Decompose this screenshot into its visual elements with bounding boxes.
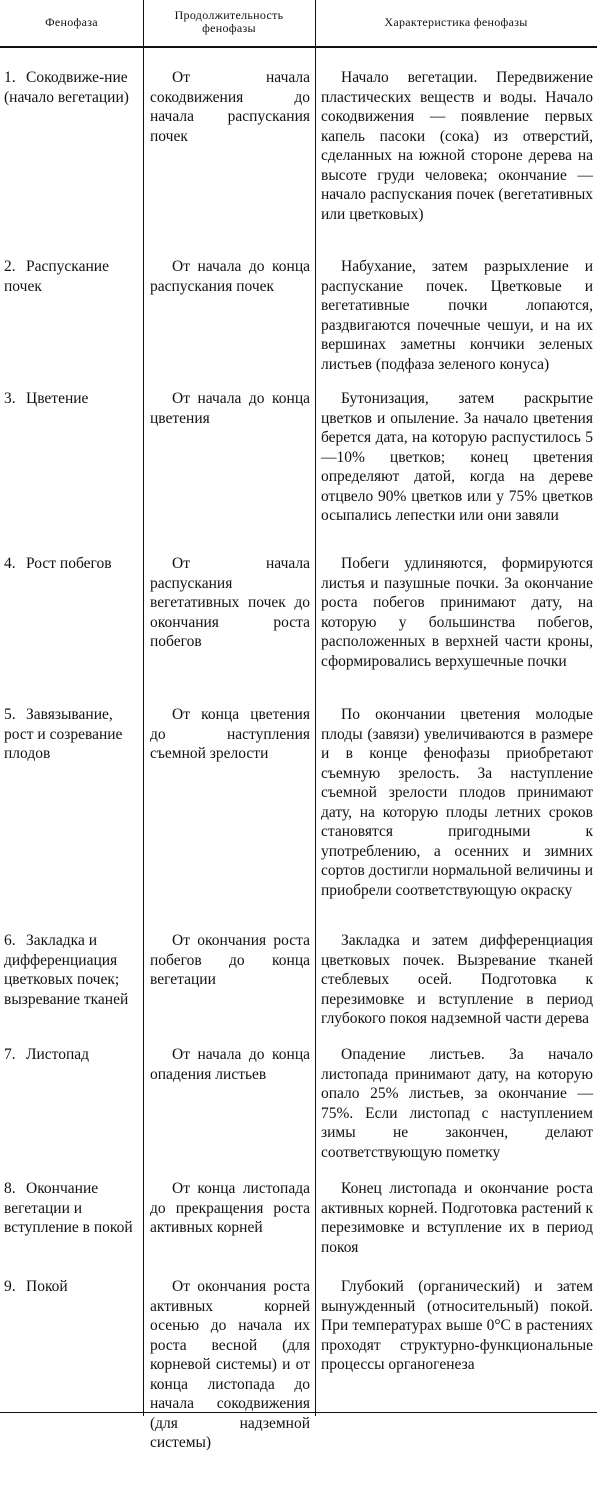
table-header <box>0 0 597 46</box>
description-text: По окончании цветения молодые плоды (завязи) увеличиваются в размере и в конце фенофазы приобретают съемную зрелость. За наступление съемной зрелости плодов принимают дату, на которую плоды летних сроков становятся пригодными к употреблению, а осенних и зимних сортов достигли нормальной величины и приобрели соответствующую окраску <box>321 706 593 899</box>
duration-cell <box>150 705 310 764</box>
description-cell <box>321 705 593 900</box>
header-description-label: Характеристика фенофазы <box>384 14 528 29</box>
duration-cell <box>150 554 310 652</box>
phase-name: Завязывание, рост и созревание плодов <box>4 706 123 762</box>
description-text: Набухание, затем разрыхление и распускание почек. Цветковые и вегетативные почки лопаются, раздвигаются почечные чешуи, и на их вершинах заметны кончики зеленых листьев (подфаза зеленого конуса) <box>321 258 593 373</box>
description-cell <box>321 1277 593 1375</box>
duration-cell <box>150 257 310 296</box>
duration-cell <box>150 68 310 146</box>
header-duration-label: Продолжительность фенофазы <box>174 8 284 35</box>
table-body <box>0 68 597 1507</box>
header-description <box>315 0 597 44</box>
table-row <box>0 257 597 389</box>
row-number: 4. <box>4 555 16 572</box>
description-cell <box>321 931 593 1029</box>
phase-cell <box>4 389 140 409</box>
row-number: 7. <box>4 1046 16 1063</box>
row-number: 2. <box>4 258 16 275</box>
header-divider <box>0 46 597 48</box>
duration-text: От начала сокодвижения до начала распускания почек <box>150 69 310 145</box>
duration-text: От окончания роста активных корней осенью до начала их роста весной (для корневой системы) и от конца листопада до начала сокодвижения (для надземной системы) <box>150 1278 310 1451</box>
header-phase-label: Фенофаза <box>45 14 98 29</box>
description-text: Побеги удлиняются, формируются листья и пазушные почки. За окончание роста побегов принимают дату, на которую у большинства побегов, расположенных в верхней части кроны, сформировались верхушечные почки <box>321 555 593 670</box>
phase-name: Распускание почек <box>4 258 109 295</box>
description-text: Опадение листьев. За начало листопада принимают дату, на которую опало 25% листьев, за окончание — 75%. Если листопад с наступлением зимы не закончен, делают соответствующую пометку <box>321 1046 593 1161</box>
description-cell <box>321 68 593 224</box>
duration-text: От конца листопада до прекращения роста активных корней <box>150 1180 310 1236</box>
description-cell <box>321 1179 593 1257</box>
description-text: Бутонизация, затем раскрытие цветков и опыление. За начало цветения берется дата, на которую распустилось 5—10% цветков; конец цветения определяют датой, когда на дереве отцвело 90% цветков или у 75% цветков осыпались лепестки или они завяли <box>321 390 593 524</box>
phase-cell <box>4 68 140 107</box>
table-row <box>0 1277 597 1507</box>
duration-text: От начала до конца распускания почек <box>150 258 310 295</box>
phase-cell <box>4 1045 140 1065</box>
row-number: 1. <box>4 69 16 86</box>
row-number: 5. <box>4 706 16 723</box>
phase-cell <box>4 1179 140 1238</box>
description-cell <box>321 1045 593 1162</box>
duration-text: От начала распускания вегетативных почек до окончания роста побегов <box>150 555 310 650</box>
description-text: Глубокий (органический) и затем вынужденный (относительный) покой. При температурах выше 0°С в растениях проходят структурно-функциональные процессы органогенеза <box>321 1278 593 1373</box>
duration-text: От окончания роста побегов до конца вегетации <box>150 932 310 988</box>
duration-cell <box>150 1277 310 1453</box>
description-cell <box>321 389 593 526</box>
phase-cell <box>4 931 140 1009</box>
description-text: Закладка и затем дифференциация цветковых почек. Вызревание тканей стеблевых осей. Подготовка к перезимовке и вступление в период глубокого покоя надземной части дерева <box>321 932 593 1027</box>
phase-name: Закладка и дифференциация цветковых почек; вызревание тканей <box>4 932 129 1008</box>
table-row <box>0 389 597 554</box>
phase-name: Окончание вегетации и вступление в покой <box>4 1180 133 1236</box>
table-row <box>0 1045 597 1179</box>
table-row <box>0 68 597 257</box>
duration-text: От конца цветения до наступления съемной зрелости <box>150 706 310 762</box>
duration-text: От начала до конца опадения листьев <box>150 1046 310 1083</box>
duration-cell <box>150 389 310 428</box>
row-number: 8. <box>4 1180 16 1197</box>
table-bottom-rule <box>0 1412 597 1413</box>
row-number: 9. <box>4 1278 16 1295</box>
duration-cell <box>150 931 310 990</box>
row-number: 6. <box>4 932 16 949</box>
description-cell <box>321 554 593 671</box>
phase-name: Цветение <box>26 390 89 407</box>
phase-name: Листопад <box>26 1046 90 1063</box>
header-phase <box>0 0 143 44</box>
duration-cell <box>150 1045 310 1084</box>
phase-cell <box>4 554 140 574</box>
table-row <box>0 1179 597 1277</box>
description-text: Начало вегетации. Передвижение пластических веществ и воды. Начало сокодвижения — появление первых капель пасоки (сока) из отверстий, сделанных на южной стороне дерева на высоте груди человека; окончание — начало распускания почек (вегетативных или цветковых) <box>321 69 593 223</box>
phase-name: Покой <box>26 1278 68 1295</box>
phase-cell <box>4 257 140 296</box>
table-row <box>0 705 597 931</box>
table-row <box>0 931 597 1045</box>
table-row <box>0 554 597 705</box>
description-text: Конец листопада и окончание роста активных корней. Подготовка растений к перезимовке и вступление их в период покоя <box>321 1180 593 1256</box>
phase-name: Сокодвиже-ние (начало вегетации) <box>4 69 129 106</box>
description-cell <box>321 257 593 374</box>
row-number: 3. <box>4 390 16 407</box>
phase-cell <box>4 705 140 764</box>
phase-cell <box>4 1277 140 1297</box>
header-duration <box>143 0 315 44</box>
duration-cell <box>150 1179 310 1238</box>
phase-name: Рост побегов <box>26 555 112 572</box>
duration-text: От начала до конца цветения <box>150 390 310 427</box>
